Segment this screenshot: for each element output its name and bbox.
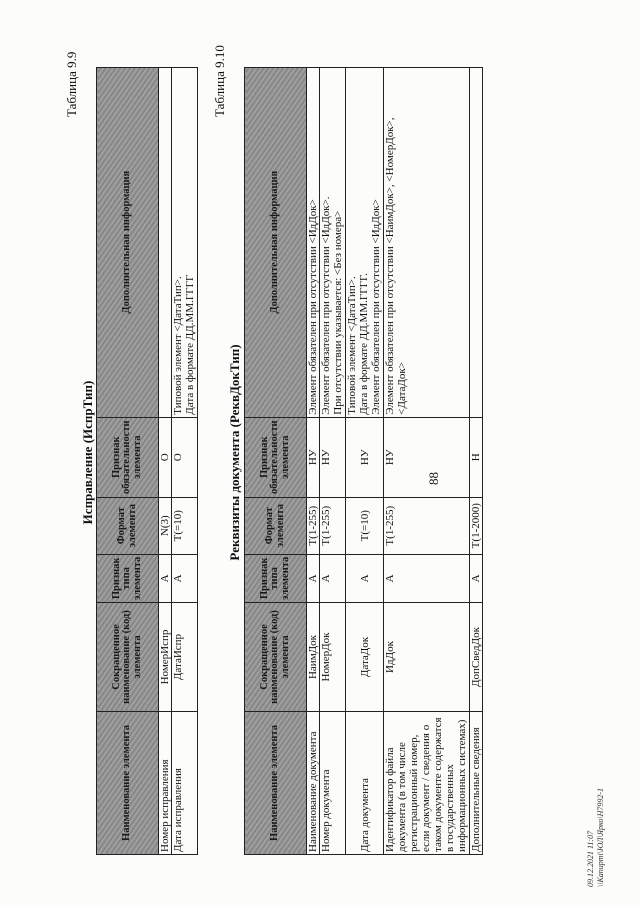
table-row <box>346 67 384 854</box>
cell-format: Т(=10) <box>172 497 198 554</box>
cell-name: Номер исправления <box>159 712 172 855</box>
cell-required: НУ <box>320 417 346 497</box>
header-element-type: Признак типа элемента <box>245 554 307 602</box>
cell-format: Т(1-255) <box>320 497 346 554</box>
cell-info <box>470 67 483 417</box>
table-9-10-caption: Реквизиты документа (РеквДокТип) <box>227 344 242 561</box>
cell-format: Т(=10) <box>346 497 384 554</box>
cell-name: Дата исправления <box>172 712 198 855</box>
cell-name: Дата документа <box>346 712 384 855</box>
header-additional-info: Дополнительная информация <box>97 67 159 417</box>
cell-type: А <box>159 554 172 602</box>
header-element-code: Сокращенное наименование (код) элемента <box>245 603 307 712</box>
cell-required: НУ <box>384 417 470 497</box>
cell-code: ДатаИспр <box>172 603 198 712</box>
table-row <box>159 67 172 854</box>
table-row <box>320 67 346 854</box>
table-9-9 <box>96 67 198 855</box>
cell-info: Элемент обязателен при отсутствии <НаимДок>, <НомерДок>, <ДатаДок> <box>384 67 470 417</box>
print-stamp <box>586 788 606 887</box>
cell-type: А <box>384 554 470 602</box>
cell-name: Номер документа <box>320 712 346 855</box>
table-row <box>384 67 470 854</box>
cell-type: А <box>307 554 320 602</box>
header-additional-info: Дополнительная информация <box>245 67 307 417</box>
cell-type: А <box>172 554 198 602</box>
table-header-row <box>97 67 159 854</box>
table-row <box>470 67 483 854</box>
cell-info: Типовой элемент <ДатаТип>. Дата в формате ДД.ММ.ГГГГ <box>172 67 198 417</box>
table-row <box>172 67 198 854</box>
cell-type: А <box>470 554 483 602</box>
cell-info: Элемент обязателен при отсутствии <ИдДок> <box>307 67 320 417</box>
cell-name: Идентификатор файла документа (в том числе регистрационный номер, если документ / сведения о таком документе содержатся в государственных информационных системах) <box>384 712 470 855</box>
header-element-format: Формат элемента <box>245 497 307 554</box>
header-element-type: Признак типа элемента <box>97 554 159 602</box>
table-9-9-label: Таблица 9.9 <box>64 51 79 117</box>
cell-code: НаимДок <box>307 603 320 712</box>
header-element-name: Наименование элемента <box>245 712 307 855</box>
cell-required: Н <box>470 417 483 497</box>
cell-info <box>159 67 172 417</box>
cell-format: Т(1-2000) <box>470 497 483 554</box>
cell-name: Дополнительные сведения <box>470 712 483 855</box>
cell-format: Т(1-255) <box>307 497 320 554</box>
header-element-format: Формат элемента <box>97 497 159 554</box>
cell-format: Т(1-255) <box>384 497 470 554</box>
header-element-code: Сокращенное наименование (код) элемента <box>97 603 159 712</box>
cell-name: Наименование документа <box>307 712 320 855</box>
table-9-9-caption: Исправление (ИспрТип) <box>80 380 95 525</box>
print-stamp-date: 09.12.2021 11:07 <box>586 830 595 887</box>
cell-code: ДатаДок <box>346 603 384 712</box>
header-element-required: Признак обязательности элемента <box>245 417 307 497</box>
header-element-name: Наименование элемента <box>97 712 159 855</box>
cell-code: ДопСведДок <box>470 603 483 712</box>
cell-required: О <box>172 417 198 497</box>
table-9-10 <box>244 67 483 855</box>
cell-required: НУ <box>307 417 320 497</box>
print-stamp-path: \\Kanupmi\ЮЛ\Ярко\Н7992-1 <box>596 787 605 887</box>
cell-code: НомерИспр <box>159 603 172 712</box>
cell-required: НУ <box>346 417 384 497</box>
cell-type: А <box>320 554 346 602</box>
page-number: 88 <box>426 472 441 485</box>
cell-info: Элемент обязателен при отсутствии <ИдДок>. При отсутствии указывается: <Без номера> <box>320 67 346 417</box>
cell-code: НомерДок <box>320 603 346 712</box>
table-row <box>307 67 320 854</box>
cell-type: А <box>346 554 384 602</box>
cell-info: Типовой элемент <ДатаТип>. Дата в формате ДД.ММ.ГГГГ. Элемент обязателен при отсутствии <ИдДок> <box>346 67 384 417</box>
cell-required: О <box>159 417 172 497</box>
table-header-row <box>245 67 307 854</box>
table-9-10-label: Таблица 9.10 <box>212 45 227 117</box>
header-element-required: Признак обязательности элемента <box>97 417 159 497</box>
cell-format: N(3) <box>159 497 172 554</box>
cell-code: ИдДок <box>384 603 470 712</box>
